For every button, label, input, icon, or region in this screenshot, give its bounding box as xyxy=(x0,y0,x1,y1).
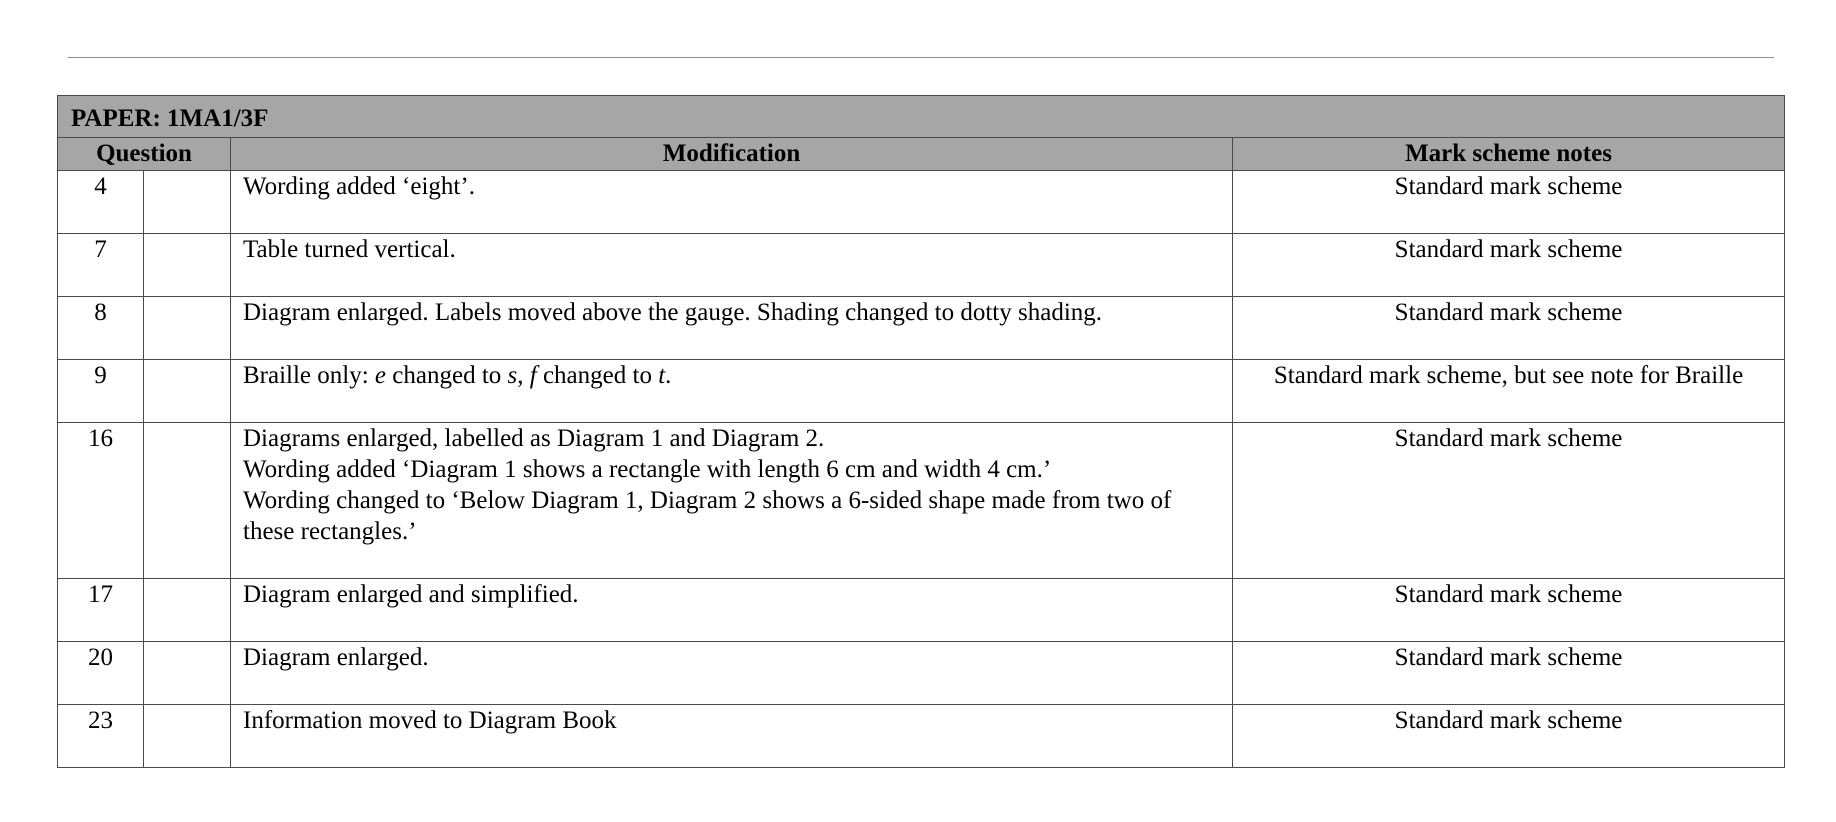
mark-scheme-note: Standard mark scheme xyxy=(1233,171,1785,234)
mark-scheme-note: Standard mark scheme, but see note for Braille xyxy=(1233,360,1785,423)
question-sub xyxy=(144,360,231,423)
modification-line: Wording added ‘Diagram 1 shows a rectangle with length 6 cm and width 4 cm.’ xyxy=(243,456,1052,483)
notes-header: Mark scheme notes xyxy=(1233,138,1785,171)
modification-text xyxy=(231,297,1233,360)
table-row xyxy=(58,579,1785,642)
modification-line: Wording added ‘eight’. xyxy=(243,173,475,200)
changed-to-text: changed to xyxy=(386,362,508,389)
modification-text xyxy=(231,642,1233,705)
table-row xyxy=(58,234,1785,297)
question-sub xyxy=(144,297,231,360)
question-sub xyxy=(144,171,231,234)
separator-text: , xyxy=(517,362,530,389)
mark-scheme-note: Standard mark scheme xyxy=(1233,297,1785,360)
modification-text xyxy=(231,579,1233,642)
variable-f: f xyxy=(529,362,537,389)
question-number: 17 xyxy=(58,579,144,642)
paper-header-row xyxy=(58,96,1785,138)
modification-text xyxy=(231,705,1233,768)
table-row xyxy=(58,171,1785,234)
period-text: . xyxy=(665,362,672,389)
modification-line: Information moved to Diagram Book xyxy=(243,707,617,734)
paper-label: PAPER: 1MA1/3F xyxy=(58,96,1785,138)
question-header: Question xyxy=(58,138,231,171)
variable-s: s xyxy=(507,362,518,389)
question-sub xyxy=(144,423,231,579)
modification-header: Modification xyxy=(231,138,1233,171)
modification-line: Diagrams enlarged, labelled as Diagram 1 and Diagram 2. xyxy=(243,425,825,452)
question-number: 7 xyxy=(58,234,144,297)
table-row xyxy=(58,360,1785,423)
mark-scheme-note: Standard mark scheme xyxy=(1233,705,1785,768)
column-header-row xyxy=(58,138,1785,171)
question-sub xyxy=(144,579,231,642)
mark-scheme-note: Standard mark scheme xyxy=(1233,423,1785,579)
question-number: 4 xyxy=(58,171,144,234)
table-row xyxy=(58,423,1785,579)
question-number: 8 xyxy=(58,297,144,360)
modification-line: Diagram enlarged. xyxy=(243,644,429,671)
modifications-table xyxy=(57,95,1785,768)
table-row xyxy=(58,642,1785,705)
modification-line xyxy=(243,360,1220,391)
modification-text xyxy=(231,360,1233,423)
modification-line: Table turned vertical. xyxy=(243,236,456,263)
modification-text xyxy=(231,171,1233,234)
question-number: 9 xyxy=(58,360,144,423)
table-row xyxy=(58,705,1785,768)
question-number: 23 xyxy=(58,705,144,768)
modification-line: Diagram enlarged. Labels moved above the gauge. Shading changed to dotty shading. xyxy=(243,299,1103,326)
variable-t: t xyxy=(658,362,666,389)
mark-scheme-note: Standard mark scheme xyxy=(1233,642,1785,705)
table-row xyxy=(58,297,1785,360)
mark-scheme-note: Standard mark scheme xyxy=(1233,579,1785,642)
modification-text xyxy=(231,423,1233,579)
question-number: 16 xyxy=(58,423,144,579)
braille-prefix: Braille only: xyxy=(243,362,375,389)
question-sub xyxy=(144,705,231,768)
modification-line: Wording changed to ‘Below Diagram 1, Diagram 2 shows a 6-sided shape made from two of these rectangles.’ xyxy=(243,487,1172,545)
variable-e: e xyxy=(374,362,387,389)
question-sub xyxy=(144,234,231,297)
mark-scheme-note: Standard mark scheme xyxy=(1233,234,1785,297)
question-number: 20 xyxy=(58,642,144,705)
top-rule xyxy=(68,57,1774,58)
changed-to-text: changed to xyxy=(536,362,659,389)
modification-line: Diagram enlarged and simplified. xyxy=(243,581,579,608)
question-sub xyxy=(144,642,231,705)
modification-text xyxy=(231,234,1233,297)
